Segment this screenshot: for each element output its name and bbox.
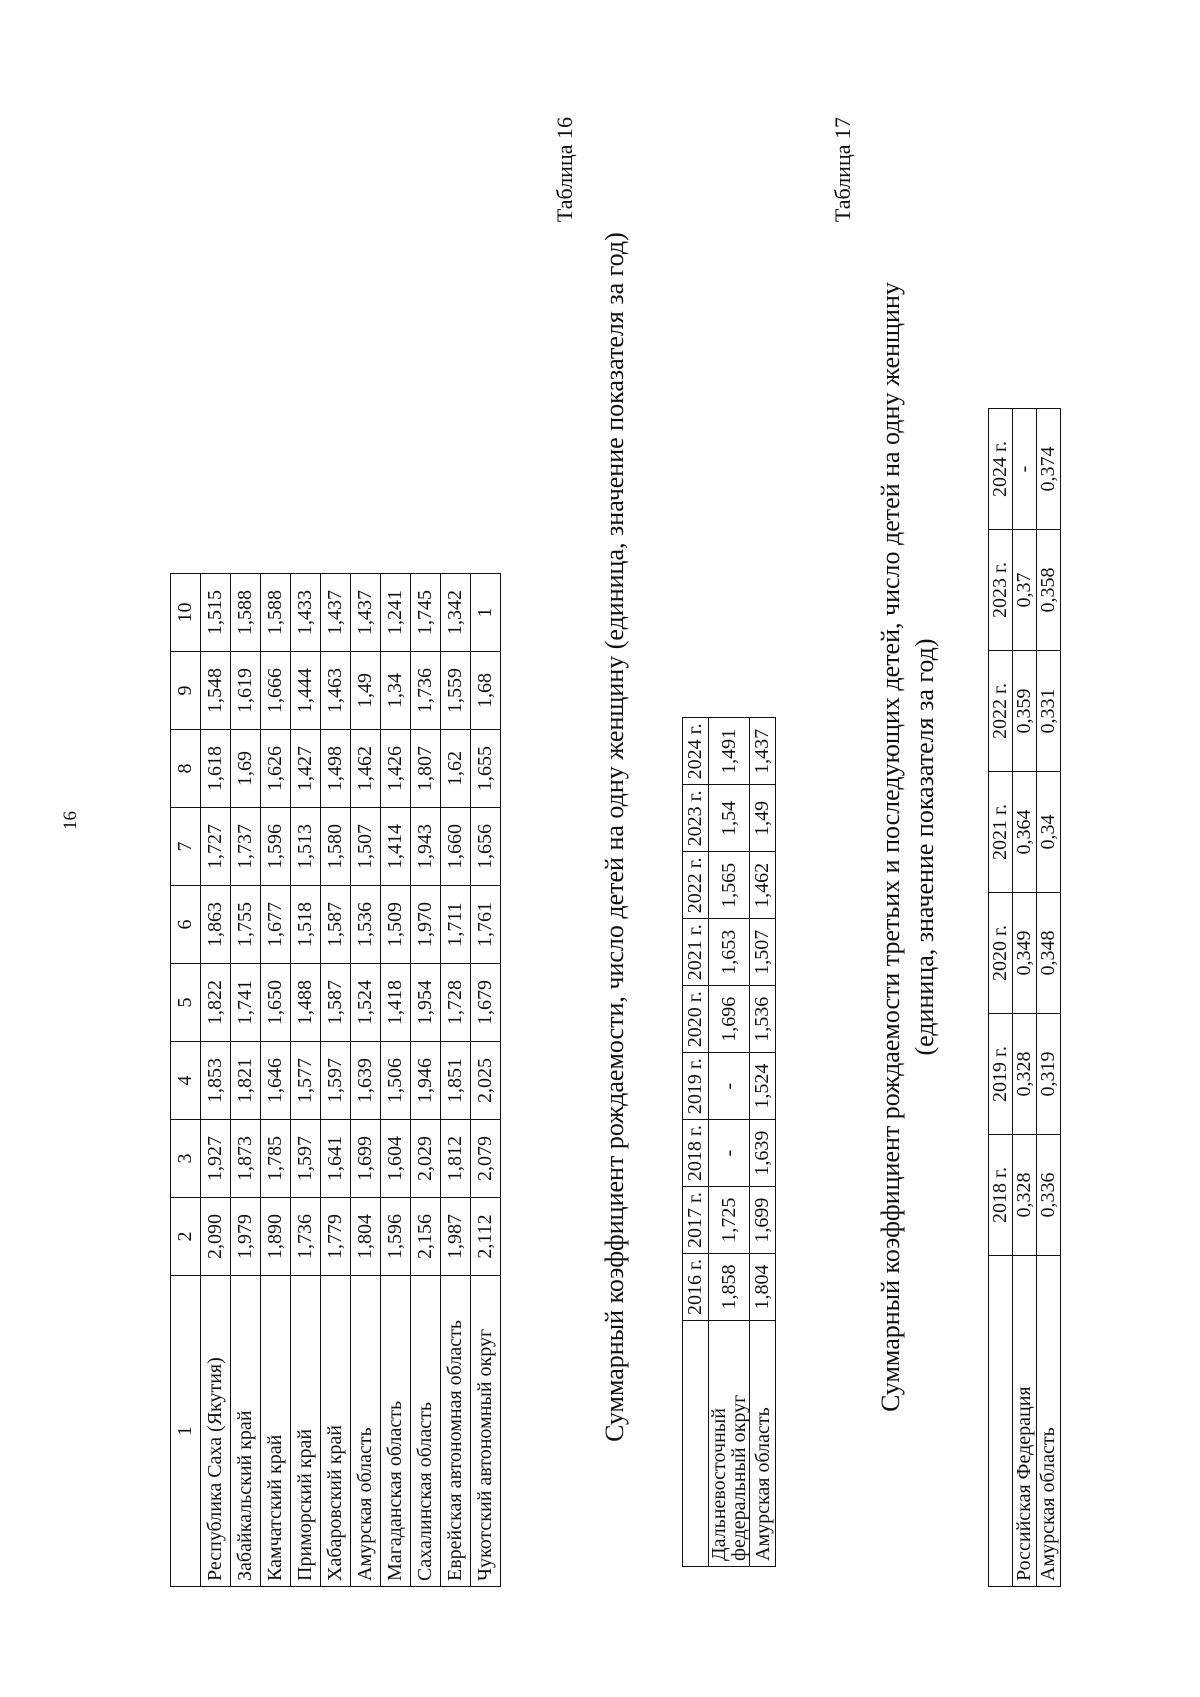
value-cell: - (709, 1120, 750, 1187)
region-name-cell: Дальневосточный федеральный округ (709, 1321, 750, 1567)
table-17-caption-line1: Суммарный коэффициент рождаемости третьих и последующих детей, число детей на одну женщину (876, 282, 905, 1412)
region-name-cell: Амурская область (750, 1321, 776, 1567)
value-cell: 1,660 (441, 808, 471, 886)
value-cell: 1,518 (291, 886, 321, 964)
value-cell: 1,641 (321, 1120, 351, 1198)
value-cell: 1,513 (291, 808, 321, 886)
value-cell: 1,653 (709, 919, 750, 986)
column-header: 2021 г. (989, 772, 1013, 893)
table-17-caption-line2: (единица, значение показателя за год) (910, 638, 939, 1056)
table-row (201, 574, 231, 1587)
value-cell: 1,745 (411, 574, 441, 652)
table-17 (988, 408, 1061, 1587)
value-cell: 1,696 (709, 986, 750, 1053)
value-cell: 2,025 (471, 1042, 501, 1120)
value-cell: 1,597 (321, 1042, 351, 1120)
value-cell: 0,37 (1013, 530, 1037, 651)
regional-fertility-table (170, 573, 501, 1587)
value-cell: 1,604 (381, 1120, 411, 1198)
value-cell: 0,328 (1013, 1135, 1037, 1256)
value-cell: 1,536 (750, 986, 776, 1053)
value-cell: 1,863 (201, 886, 231, 964)
column-header: 3 (171, 1120, 201, 1198)
value-cell: 1,426 (381, 730, 411, 808)
column-header: 2 (171, 1198, 201, 1276)
column-header: 10 (171, 574, 201, 652)
value-cell: 1,507 (750, 919, 776, 986)
value-cell: 1,54 (709, 785, 750, 852)
value-cell: 1,444 (291, 652, 321, 730)
region-name-cell: Еврейская автономная область (441, 1276, 471, 1587)
value-cell: 1,779 (321, 1198, 351, 1276)
value-cell: 1,524 (351, 964, 381, 1042)
value-cell: 1,943 (411, 808, 441, 886)
value-cell: 0,34 (1037, 772, 1061, 893)
region-name-cell: Хабаровский край (321, 1276, 351, 1587)
value-cell: 1,463 (321, 652, 351, 730)
value-cell: 1,433 (291, 574, 321, 652)
value-cell: 1,524 (750, 1053, 776, 1120)
column-header: 6 (171, 886, 201, 964)
table-header-row (171, 574, 201, 1587)
value-cell: 1,927 (201, 1120, 231, 1198)
table-row (750, 718, 776, 1567)
value-cell: 1,804 (351, 1198, 381, 1276)
value-cell: 1,728 (441, 964, 471, 1042)
table-row (321, 574, 351, 1587)
value-cell: 1,596 (261, 808, 291, 886)
value-cell: 1,488 (291, 964, 321, 1042)
value-cell: 1,588 (261, 574, 291, 652)
value-cell: 1,666 (261, 652, 291, 730)
value-cell: 1,677 (261, 886, 291, 964)
value-cell: 1,462 (750, 852, 776, 919)
column-header: 2023 г. (683, 785, 709, 852)
column-header: 8 (171, 730, 201, 808)
region-name-cell: Приморский край (291, 1276, 321, 1587)
region-name-cell: Магаданская область (381, 1276, 411, 1587)
region-name-cell: Чукотский автономный округ (471, 1276, 501, 1587)
value-cell: 1,727 (201, 808, 231, 886)
value-cell: 1,491 (709, 718, 750, 785)
value-cell: 1,49 (351, 652, 381, 730)
value-cell: 1,580 (321, 808, 351, 886)
value-cell: 1,851 (441, 1042, 471, 1120)
value-cell: 1,62 (441, 730, 471, 808)
column-header: 2021 г. (683, 919, 709, 986)
table-header-row (683, 718, 709, 1567)
value-cell: 1,946 (411, 1042, 441, 1120)
value-cell: 1,515 (201, 574, 231, 652)
value-cell: 1,69 (231, 730, 261, 808)
value-cell: 1,342 (441, 574, 471, 652)
value-cell: 0,364 (1013, 772, 1037, 893)
column-header: 2020 г. (683, 986, 709, 1053)
value-cell: 1,241 (381, 574, 411, 652)
value-cell: 1,418 (381, 964, 411, 1042)
column-header: 2022 г. (989, 651, 1013, 772)
region-name-cell: Амурская область (1037, 1256, 1061, 1587)
value-cell: 2,112 (471, 1198, 501, 1276)
table-row (231, 574, 261, 1587)
table-row (471, 574, 501, 1587)
value-cell: 1,804 (750, 1254, 776, 1321)
value-cell: 1,506 (381, 1042, 411, 1120)
value-cell: 0,328 (1013, 1014, 1037, 1135)
value-cell: 1,970 (411, 886, 441, 964)
value-cell: 1,437 (750, 718, 776, 785)
value-cell: 1,741 (231, 964, 261, 1042)
value-cell: 1,987 (441, 1198, 471, 1276)
value-cell: 1,34 (381, 652, 411, 730)
value-cell: 0,359 (1013, 651, 1037, 772)
value-cell: 2,079 (471, 1120, 501, 1198)
value-cell: 1,619 (231, 652, 261, 730)
value-cell: 1,437 (321, 574, 351, 652)
value-cell: 1,699 (750, 1187, 776, 1254)
value-cell: 1 (471, 574, 501, 652)
value-cell: 1,462 (351, 730, 381, 808)
value-cell: 1,588 (231, 574, 261, 652)
value-cell: 2,090 (201, 1198, 231, 1276)
table-row (411, 574, 441, 1587)
column-header: 2017 г. (683, 1187, 709, 1254)
value-cell: - (1013, 409, 1037, 530)
value-cell: 2,156 (411, 1198, 441, 1276)
value-cell: 1,979 (231, 1198, 261, 1276)
value-cell: 1,656 (471, 808, 501, 886)
region-name-cell: Амурская область (351, 1276, 381, 1587)
column-header: 5 (171, 964, 201, 1042)
value-cell: 1,536 (351, 886, 381, 964)
value-cell: 1,587 (321, 886, 351, 964)
value-cell: 0,319 (1037, 1014, 1061, 1135)
value-cell: 1,736 (411, 652, 441, 730)
value-cell: 1,427 (291, 730, 321, 808)
table-row (351, 574, 381, 1587)
column-header: 2024 г. (989, 409, 1013, 530)
value-cell: 1,618 (201, 730, 231, 808)
table-row (291, 574, 321, 1587)
table-16 (682, 717, 776, 1567)
value-cell: 1,812 (441, 1120, 471, 1198)
value-cell: 2,029 (411, 1120, 441, 1198)
value-cell: 1,954 (411, 964, 441, 1042)
value-cell: 1,785 (261, 1120, 291, 1198)
value-cell: 1,587 (321, 964, 351, 1042)
table-row (1013, 409, 1037, 1587)
value-cell: 1,679 (471, 964, 501, 1042)
table-16-caption: Суммарный коэффициент рождаемости, число детей на одну женщину (единица, значение показателя за год) (600, 232, 629, 1442)
value-cell: 1,736 (291, 1198, 321, 1276)
value-cell: 1,711 (441, 886, 471, 964)
region-name-cell: Российская Федерация (1013, 1256, 1037, 1587)
column-header: 9 (171, 652, 201, 730)
column-header: 4 (171, 1042, 201, 1120)
table-header-row (989, 409, 1013, 1587)
table-17-label: Таблица 17 (830, 117, 855, 223)
column-header (683, 1321, 709, 1567)
value-cell: 1,639 (351, 1042, 381, 1120)
value-cell: 1,725 (709, 1187, 750, 1254)
value-cell: 1,655 (471, 730, 501, 808)
column-header: 2023 г. (989, 530, 1013, 651)
region-name-cell: Забайкальский край (231, 1276, 261, 1587)
value-cell: 0,348 (1037, 893, 1061, 1014)
value-cell: 1,737 (231, 808, 261, 886)
value-cell: 1,626 (261, 730, 291, 808)
value-cell: 1,807 (411, 730, 441, 808)
column-header: 2018 г. (989, 1135, 1013, 1256)
value-cell: 1,596 (381, 1198, 411, 1276)
value-cell: 1,414 (381, 808, 411, 886)
value-cell: 1,577 (291, 1042, 321, 1120)
value-cell: 1,437 (351, 574, 381, 652)
value-cell: 0,349 (1013, 893, 1037, 1014)
value-cell: 1,597 (291, 1120, 321, 1198)
column-header: 7 (171, 808, 201, 886)
column-header: 2024 г. (683, 718, 709, 785)
value-cell: 1,755 (231, 886, 261, 964)
value-cell: 0,336 (1037, 1135, 1061, 1256)
value-cell: 1,559 (441, 652, 471, 730)
value-cell: 1,507 (351, 808, 381, 886)
value-cell: 1,509 (381, 886, 411, 964)
value-cell: 1,761 (471, 886, 501, 964)
value-cell: 1,699 (351, 1120, 381, 1198)
column-header: 1 (171, 1276, 201, 1587)
value-cell: 1,49 (750, 785, 776, 852)
region-name-cell: Сахалинская область (411, 1276, 441, 1587)
table-row (381, 574, 411, 1587)
value-cell: 1,548 (201, 652, 231, 730)
value-cell: 1,822 (201, 964, 231, 1042)
value-cell: 1,858 (709, 1254, 750, 1321)
table-row (441, 574, 471, 1587)
table-16-label: Таблица 16 (552, 117, 577, 223)
value-cell: 0,331 (1037, 651, 1061, 772)
region-name-cell: Республика Саха (Якутия) (201, 1276, 231, 1587)
column-header: 2020 г. (989, 893, 1013, 1014)
column-header: 2016 г. (683, 1254, 709, 1321)
table-row (1037, 409, 1061, 1587)
value-cell: 1,890 (261, 1198, 291, 1276)
value-cell: 1,646 (261, 1042, 291, 1120)
value-cell: 1,498 (321, 730, 351, 808)
column-header (989, 1256, 1013, 1587)
value-cell: 1,873 (231, 1120, 261, 1198)
value-cell: 1,639 (750, 1120, 776, 1187)
column-header: 2019 г. (989, 1014, 1013, 1135)
column-header: 2018 г. (683, 1120, 709, 1187)
column-header: 2022 г. (683, 852, 709, 919)
column-header: 2019 г. (683, 1053, 709, 1120)
value-cell: - (709, 1053, 750, 1120)
value-cell: 1,853 (201, 1042, 231, 1120)
page-number: 16 (60, 811, 81, 830)
region-name-cell: Камчатский край (261, 1276, 291, 1587)
value-cell: 1,821 (231, 1042, 261, 1120)
value-cell: 0,358 (1037, 530, 1061, 651)
table-row (709, 718, 750, 1567)
table-row (261, 574, 291, 1587)
value-cell: 1,68 (471, 652, 501, 730)
value-cell: 1,650 (261, 964, 291, 1042)
value-cell: 0,374 (1037, 409, 1061, 530)
value-cell: 1,565 (709, 852, 750, 919)
